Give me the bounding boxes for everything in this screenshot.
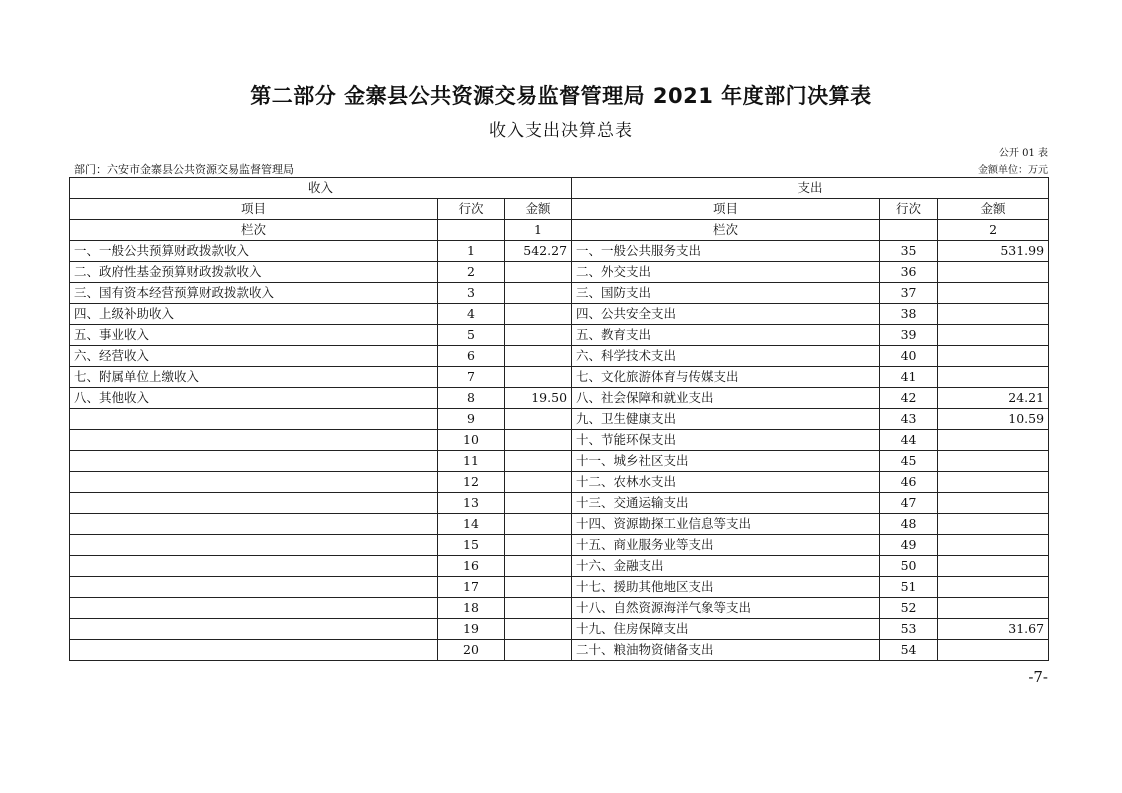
income-item-cell [70, 619, 438, 640]
expense-row-no-cell: 46 [880, 472, 938, 493]
expense-item-cell: 十二、农林水支出 [572, 472, 880, 493]
income-item-cell [70, 598, 438, 619]
table-row [70, 325, 1049, 346]
table-row [70, 304, 1049, 325]
income-amount-cell [505, 535, 572, 556]
expense-row-no-cell: 50 [880, 556, 938, 577]
table-subtitle: 收入支出决算总表 [489, 121, 633, 141]
table-row [70, 640, 1049, 661]
expense-row-no-cell: 45 [880, 451, 938, 472]
income-item-header: 项目 [70, 199, 438, 220]
income-row-no-cell: 4 [438, 304, 505, 325]
table-row [70, 388, 1049, 409]
expense-amount-cell [938, 472, 1049, 493]
income-amount-cell [505, 325, 572, 346]
income-amount-index: 1 [505, 220, 572, 241]
income-amount-cell [505, 598, 572, 619]
income-amount-cell [505, 514, 572, 535]
income-row-no-cell: 13 [438, 493, 505, 514]
expense-amount-cell [938, 451, 1049, 472]
expense-row-no-cell: 53 [880, 619, 938, 640]
expense-amount-cell [938, 325, 1049, 346]
income-item-cell [70, 514, 438, 535]
expense-amount-cell [938, 535, 1049, 556]
income-amount-cell [505, 577, 572, 598]
expense-row-no-cell: 48 [880, 514, 938, 535]
income-amount-cell [505, 619, 572, 640]
expense-item-cell: 五、教育支出 [572, 325, 880, 346]
income-amount-cell [505, 472, 572, 493]
income-item-cell: 二、政府性基金预算财政拨款收入 [70, 262, 438, 283]
expense-row-no-index [880, 220, 938, 241]
expense-amount-cell [938, 262, 1049, 283]
expense-amount-header: 金额 [938, 199, 1049, 220]
expense-row-no-cell: 36 [880, 262, 938, 283]
income-row-no-cell: 11 [438, 451, 505, 472]
expense-item-cell: 十八、自然资源海洋气象等支出 [572, 598, 880, 619]
expense-row-no-cell: 42 [880, 388, 938, 409]
expense-amount-cell [938, 346, 1049, 367]
expense-item-cell: 三、国防支出 [572, 283, 880, 304]
column-header-row [70, 199, 1049, 220]
expense-item-header: 项目 [572, 199, 880, 220]
income-row-no-index [438, 220, 505, 241]
expense-row-no-cell: 41 [880, 367, 938, 388]
income-amount-cell [505, 640, 572, 661]
expense-amount-cell [938, 493, 1049, 514]
expense-amount-cell [938, 577, 1049, 598]
table-row [70, 241, 1049, 262]
table-row [70, 472, 1049, 493]
expense-row-no-cell: 51 [880, 577, 938, 598]
income-row-no-header: 行次 [438, 199, 505, 220]
income-amount-cell: 19.50 [505, 388, 572, 409]
expense-row-no-cell: 44 [880, 430, 938, 451]
income-amount-cell [505, 304, 572, 325]
income-section-header: 收入 [70, 178, 572, 199]
expense-amount-cell [938, 640, 1049, 661]
income-row-no-cell: 15 [438, 535, 505, 556]
income-row-no-cell: 1 [438, 241, 505, 262]
income-row-no-cell: 3 [438, 283, 505, 304]
expense-amount-cell: 531.99 [938, 241, 1049, 262]
income-item-cell: 五、事业收入 [70, 325, 438, 346]
section-header-row [70, 178, 1049, 199]
amount-unit-label: 金额单位：万元 [978, 165, 1048, 176]
table-row [70, 346, 1049, 367]
expense-amount-index: 2 [938, 220, 1049, 241]
income-amount-cell [505, 283, 572, 304]
income-amount-cell [505, 262, 572, 283]
expense-item-cell: 十一、城乡社区支出 [572, 451, 880, 472]
table-body [70, 241, 1049, 661]
income-row-no-cell: 2 [438, 262, 505, 283]
expense-item-cell: 十六、金融支出 [572, 556, 880, 577]
income-row-no-cell: 17 [438, 577, 505, 598]
table-row [70, 514, 1049, 535]
income-item-cell: 一、一般公共预算财政拨款收入 [70, 241, 438, 262]
expense-row-no-cell: 52 [880, 598, 938, 619]
column-index-row [70, 220, 1049, 241]
table-row [70, 262, 1049, 283]
budget-final-accounts-table [69, 177, 1049, 661]
table-row [70, 367, 1049, 388]
expense-item-cell: 七、文化旅游体育与传媒支出 [572, 367, 880, 388]
expense-row-no-cell: 40 [880, 346, 938, 367]
income-item-cell [70, 472, 438, 493]
table-row [70, 451, 1049, 472]
expense-row-no-cell: 49 [880, 535, 938, 556]
income-amount-cell [505, 451, 572, 472]
income-item-cell [70, 451, 438, 472]
income-row-no-cell: 10 [438, 430, 505, 451]
income-row-no-cell: 19 [438, 619, 505, 640]
income-column-label: 栏次 [70, 220, 438, 241]
income-item-cell [70, 577, 438, 598]
income-item-cell [70, 640, 438, 661]
table-row [70, 535, 1049, 556]
expense-row-no-cell: 39 [880, 325, 938, 346]
department-label: 部门：六安市金寨县公共资源交易监督管理局 [74, 163, 294, 176]
income-item-cell: 八、其他收入 [70, 388, 438, 409]
expense-item-cell: 二、外交支出 [572, 262, 880, 283]
expense-row-no-header: 行次 [880, 199, 938, 220]
income-amount-cell [505, 493, 572, 514]
expense-item-cell: 十九、住房保障支出 [572, 619, 880, 640]
table-row [70, 430, 1049, 451]
income-row-no-cell: 7 [438, 367, 505, 388]
income-row-no-cell: 18 [438, 598, 505, 619]
expense-row-no-cell: 43 [880, 409, 938, 430]
income-amount-header: 金额 [505, 199, 572, 220]
income-amount-cell [505, 556, 572, 577]
income-amount-cell: 542.27 [505, 241, 572, 262]
income-item-cell [70, 535, 438, 556]
expense-item-cell: 十四、资源勘探工业信息等支出 [572, 514, 880, 535]
income-row-no-cell: 5 [438, 325, 505, 346]
table-row [70, 619, 1049, 640]
expense-amount-cell [938, 304, 1049, 325]
expense-item-cell: 十、节能环保支出 [572, 430, 880, 451]
expense-amount-cell [938, 556, 1049, 577]
page-number: -7- [1028, 668, 1048, 686]
table-row [70, 556, 1049, 577]
expense-column-label: 栏次 [572, 220, 880, 241]
expense-row-no-cell: 54 [880, 640, 938, 661]
expense-item-cell: 一、一般公共服务支出 [572, 241, 880, 262]
income-row-no-cell: 14 [438, 514, 505, 535]
table-number: 公开 01 表 [998, 148, 1048, 159]
expense-amount-cell [938, 598, 1049, 619]
income-item-cell: 七、附属单位上缴收入 [70, 367, 438, 388]
expense-amount-cell [938, 514, 1049, 535]
expense-amount-cell: 24.21 [938, 388, 1049, 409]
income-item-cell [70, 430, 438, 451]
expense-row-no-cell: 47 [880, 493, 938, 514]
table-row [70, 493, 1049, 514]
expense-amount-cell [938, 283, 1049, 304]
income-row-no-cell: 8 [438, 388, 505, 409]
expense-item-cell: 八、社会保障和就业支出 [572, 388, 880, 409]
income-row-no-cell: 9 [438, 409, 505, 430]
expense-row-no-cell: 38 [880, 304, 938, 325]
table-row [70, 283, 1049, 304]
income-item-cell [70, 409, 438, 430]
expense-item-cell: 九、卫生健康支出 [572, 409, 880, 430]
expense-item-cell: 四、公共安全支出 [572, 304, 880, 325]
expense-section-header: 支出 [572, 178, 1049, 199]
income-item-cell [70, 493, 438, 514]
expense-item-cell: 六、科学技术支出 [572, 346, 880, 367]
page-title: 第二部分 金寨县公共资源交易监督管理局 2021 年度部门决算表 [250, 84, 872, 108]
expense-item-cell: 十七、援助其他地区支出 [572, 577, 880, 598]
income-item-cell: 三、国有资本经营预算财政拨款收入 [70, 283, 438, 304]
expense-item-cell: 二十、粮油物资储备支出 [572, 640, 880, 661]
table-row [70, 409, 1049, 430]
expense-row-no-cell: 37 [880, 283, 938, 304]
expense-amount-cell: 10.59 [938, 409, 1049, 430]
income-item-cell: 六、经营收入 [70, 346, 438, 367]
table-row [70, 598, 1049, 619]
income-amount-cell [505, 430, 572, 451]
expense-row-no-cell: 35 [880, 241, 938, 262]
income-row-no-cell: 6 [438, 346, 505, 367]
income-amount-cell [505, 409, 572, 430]
income-item-cell: 四、上级补助收入 [70, 304, 438, 325]
expense-amount-cell: 31.67 [938, 619, 1049, 640]
expense-item-cell: 十五、商业服务业等支出 [572, 535, 880, 556]
income-amount-cell [505, 346, 572, 367]
income-item-cell [70, 556, 438, 577]
table-row [70, 577, 1049, 598]
income-row-no-cell: 12 [438, 472, 505, 493]
income-amount-cell [505, 367, 572, 388]
expense-amount-cell [938, 430, 1049, 451]
expense-amount-cell [938, 367, 1049, 388]
income-row-no-cell: 20 [438, 640, 505, 661]
income-row-no-cell: 16 [438, 556, 505, 577]
expense-item-cell: 十三、交通运输支出 [572, 493, 880, 514]
